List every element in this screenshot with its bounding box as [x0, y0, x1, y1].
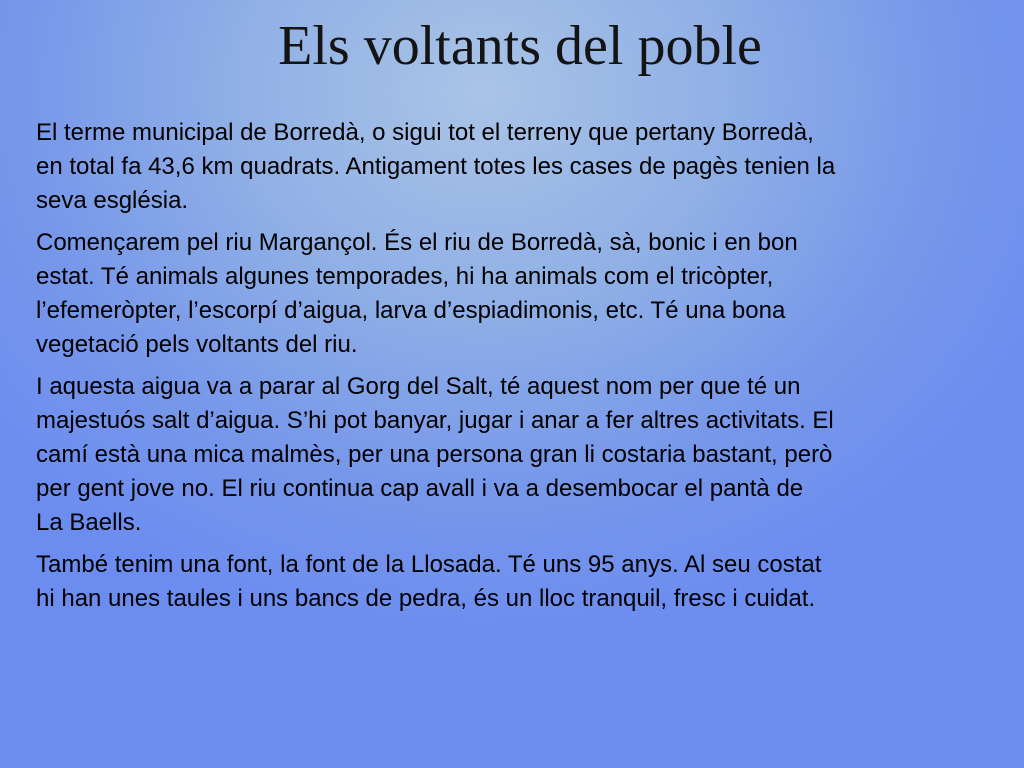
paragraph-municipal-area: El terme municipal de Borredà, o sigui tot el terreny que pertany Borredà, en total fa 43,6 km quadrats. Antigament totes les cases de pagès tenien la seva església. [36, 119, 836, 214]
paragraph-river-marganol: Començarem pel riu Margançol. És el riu de Borredà, sà, bonic i en bon estat. Té animals algunes temporades, hi ha animals com el tricòpter, l’efemeròpter, l’escorpí d’aigua, larva d’espiadimonis, etc. Té una bona vegetació pels voltants del riu. [36, 229, 798, 358]
slide-title: Els voltants del poble [278, 15, 762, 77]
paragraph-gorg-del-salt: I aquesta aigua va a parar al Gorg del Salt, té aquest nom per que té un majestuós salt d’aigua. S’hi pot banyar, jugar i anar a fer altres activitats. El camí està una mica malmès, per una persona gran li costaria bastant, però per gent jove no. El riu continua cap avall i va a desembocar el pantà de La Baells. [36, 373, 834, 536]
slide-body [36, 116, 992, 624]
paragraph-font-llosada: També tenim una font, la font de la Llosada. Té uns 95 anys. Al seu costat hi han unes taules i uns bancs de pedra, és un lloc tranquil, fresc i cuidat. [36, 551, 822, 612]
